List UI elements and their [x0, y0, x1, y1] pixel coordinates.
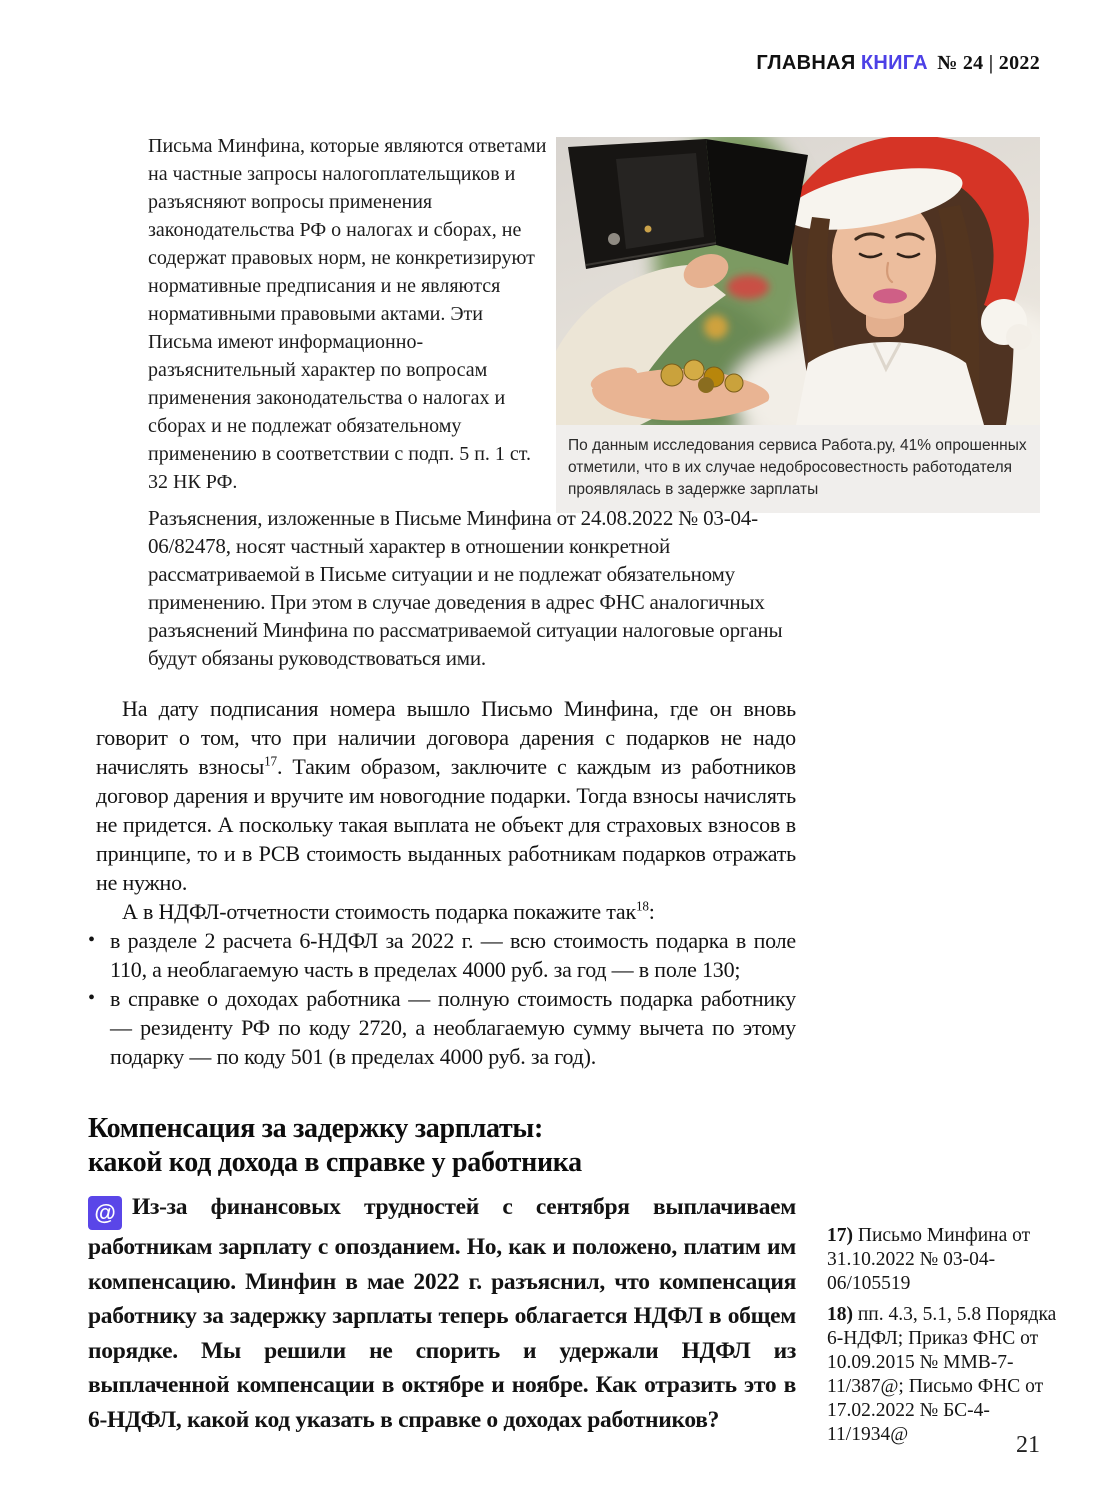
page-number: 21 — [1016, 1432, 1040, 1458]
reader-question — [88, 1190, 796, 1437]
bullet-icon: • — [88, 987, 95, 1009]
section-heading — [88, 1112, 728, 1180]
reader-question-text: Из-за финансовых трудностей с сентября выплачиваем работникам зарплату с опозданием. Но, как и положено, платим им компенсацию. Минфин в мае 2022 г. разъяснил, что компенсация работнику за задержку зарплаты теперь облагается НДФЛ в общем порядке. Мы решили не спорить и удержали НДФЛ из выплаченной компенсации в октябре и ноябре. Как отразить это в 6-НДФЛ, какой код указать в справке о доходах работников? — [88, 1194, 796, 1433]
body-paragraph-text: : — [648, 899, 655, 924]
footnote-18 — [827, 1303, 1062, 1447]
quote-block-clarifications: Разъяснения, изложенные в Письме Минфина от 24.08.2022 № 03-04-06/82478, носят частный характер в отношении конкретной рассматриваемой в Письме ситуации и не подлежат обязательному применению. При этом в случае доведения в адрес ФНС аналогичных разъяснений Минфина по рассматриваемой ситуации налоговые органы будут обязаны руководствоваться ими. — [148, 506, 783, 670]
footnote-ref-18: 18 — [635, 898, 649, 914]
section-heading-line2: какой код дохода в справке у работника — [88, 1147, 582, 1178]
masthead — [756, 52, 1040, 75]
footnote-number: 17) — [827, 1225, 853, 1246]
brand-name-black: ГЛАВНАЯ — [756, 52, 856, 74]
body-paragraph-ndfl-intro — [96, 897, 796, 926]
article-body — [88, 694, 796, 1071]
footnote-text: пп. 4.3, 5.1, 5.8 Порядка 6-НДФЛ; Приказ ФНС от 10.09.2015 № ММВ-7-11/387@; Письмо ФНС от 17.02.2022 № БС-4-11/1934@ — [827, 1304, 1057, 1445]
list-item — [88, 926, 796, 984]
footnote-text: Письмо Минфина от 31.10.2022 № 03-04-06/105519 — [827, 1225, 1031, 1294]
email-at-icon: @ — [88, 1196, 122, 1230]
article-photo-figure — [556, 137, 1040, 513]
photo-woman-santa-empty-wallet — [556, 137, 1040, 425]
ndfl-bullet-list — [88, 926, 796, 1071]
brand-name-accent: КНИГА — [860, 52, 928, 74]
woman — [781, 137, 1032, 425]
list-item — [88, 984, 796, 1071]
list-item-text: в справке о доходах работника — полную стоимость подарка работнику — резиденту РФ по коду 2720, а необлагаемую сумму вычета по этому подарку — по коду 501 (в пределах 4000 руб. за год). — [110, 986, 796, 1069]
list-item-text: в разделе 2 расчета 6-НДФЛ за 2022 г. — всю стоимость подарка в поле 110, а необлагаемую часть в пределах 4000 руб. за год — в поле 130; — [110, 928, 796, 982]
body-paragraph-gifts — [96, 694, 796, 897]
quote-block-letters-minfin: Письма Минфина, которые являются ответами на частные запросы налогоплательщиков и разъясняют вопросы применения законодательства РФ о налогах и сборах, не содержат правовых норм, не конкретизируют нормативные предписания и не являются нормативными правовыми актами. Эти Письма имеют информационно-разъяснительный характер по вопросам применения законодательства о налогах и сборах и не подлежат обязательному применению в соответствии с подп. 5 п. 1 ст. 32 НК РФ. — [148, 135, 547, 493]
section-heading-line1: Компенсация за задержку зарплаты: — [88, 1113, 544, 1144]
body-paragraph-text: . Таким образом, заключите с каждым из работников договор дарения и вручите им новогодние подарки. Тогда взносы начислять не придется. А поскольку такая выплата не объект для страховых взносов в принципе, то и в РСВ стоимость выданных работникам подарков отражать не нужно. — [96, 754, 796, 895]
footnote-17 — [827, 1224, 1062, 1296]
sidebar-footnotes — [827, 1224, 1062, 1454]
body-paragraph-text: А в НДФЛ-отчетности стоимость подарка покажите так — [122, 899, 636, 924]
bullet-icon: • — [88, 929, 95, 951]
footnote-ref-17: 17 — [264, 753, 277, 769]
photo-caption: По данным исследования сервиса Работа.ру, 41% опрошенных отметили, что в их случае недобросовестность работодателя проявлялась в задержке зарплаты — [556, 425, 1040, 513]
body-paragraph-text: На дату подписания номера вышло Письмо Минфина, где он вновь говорит о том, что при наличии договора дарения с подарков не надо начислять взносы — [96, 696, 796, 779]
footnote-number: 18) — [827, 1304, 853, 1325]
issue-number: № 24 | 2022 — [937, 52, 1040, 74]
